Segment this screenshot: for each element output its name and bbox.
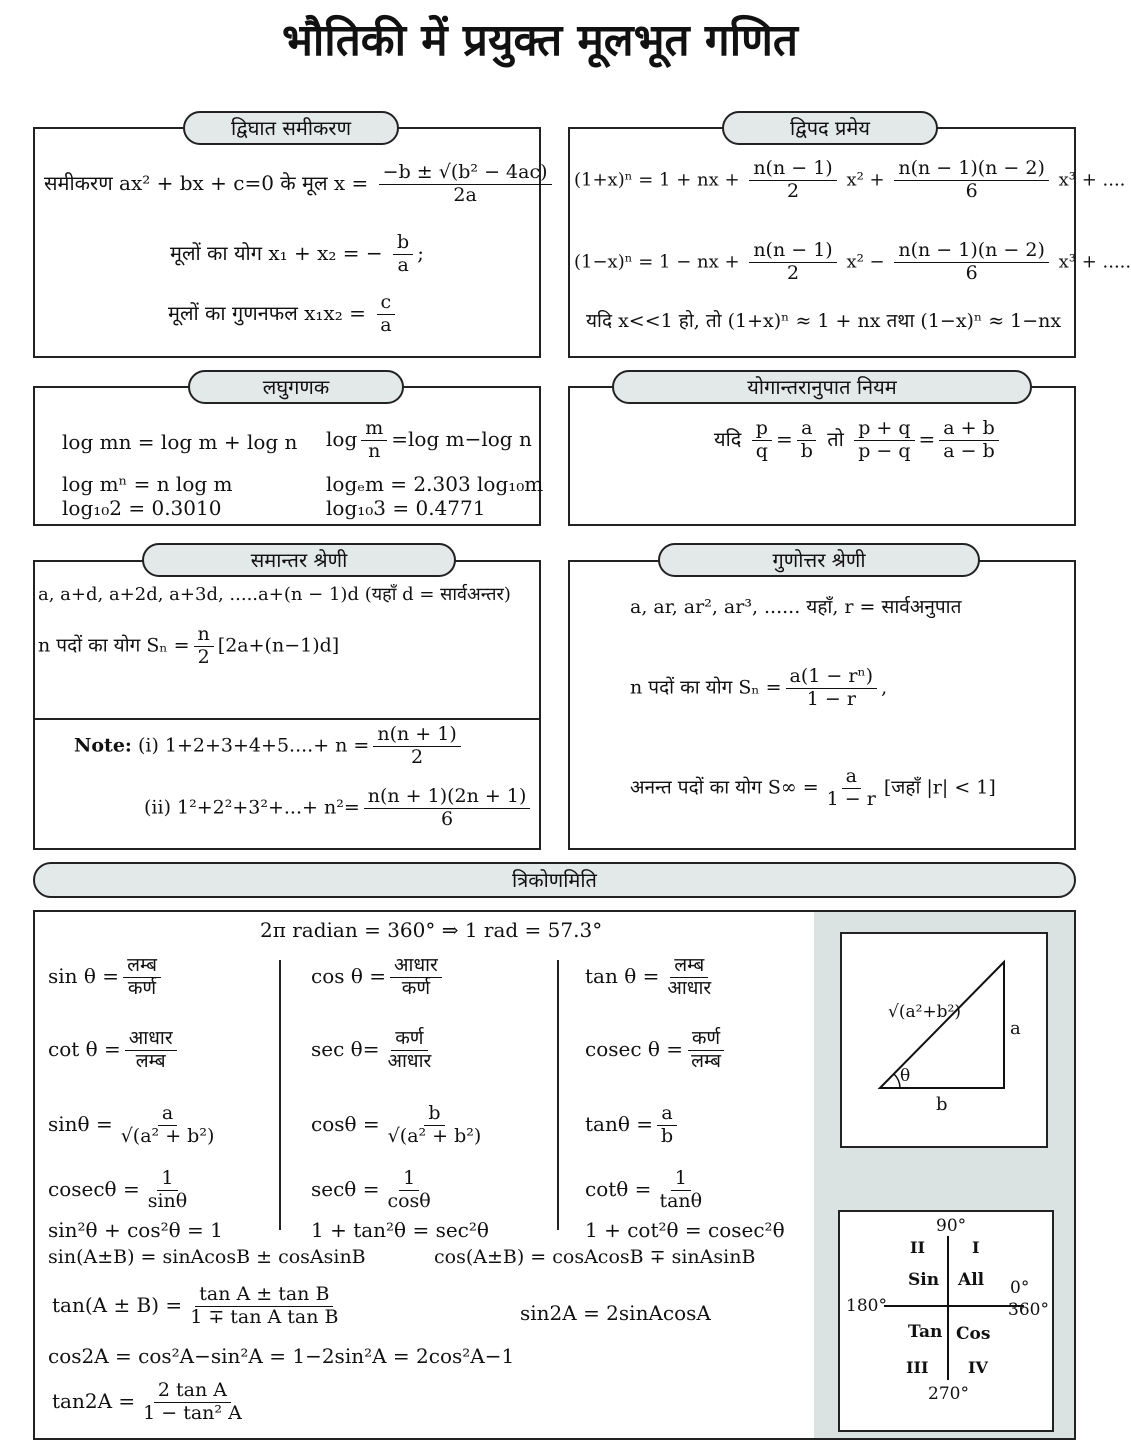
binomial-expansion-minus: (1−x)ⁿ = 1 − nx + $\frac{n(n - 1)}{2}$ x² − $\frac{n(n - 1)(n - 2)}{6}$ x³ + ..... [574, 239, 1131, 284]
log-value-2: log₁₀2 = 0.3010 [62, 496, 222, 520]
trig-identity-2: 1 + tan²θ = sec²θ [311, 1218, 489, 1242]
gp-header: गुणोत्तर श्रेणी [658, 543, 980, 577]
quadrant-180-label: 180° [846, 1296, 887, 1316]
quadrant-90-label: 90° [936, 1216, 967, 1236]
log-value-3: log₁₀3 = 0.4771 [326, 496, 486, 520]
quadrant-0-label: 0° [1010, 1278, 1030, 1298]
trig-radian: 2π radian = 360° ⇒ 1 rad = 57.3° [260, 918, 603, 942]
log-quotient-rule: log $\frac{m}{n}$ =log m−log n [326, 417, 532, 462]
gp-sum: n पदों का योग Sₙ = $\frac{\text{a(1 − rⁿ)}}{1 - r}$ , [630, 665, 888, 710]
log-header: लघुगणक [188, 370, 404, 404]
trig-column-divider-2 [557, 960, 559, 1230]
quadrant-I-label: I [972, 1238, 980, 1257]
quadratic-product-of-roots: मूलों का गुणनफल x₁x₂ = $\frac{c}{a}$ [168, 292, 400, 337]
trig-cos-ratio: cos θ = $\frac{\text{आधार}}{\text{कर्ण}}$ [311, 955, 446, 1000]
trig-tan-sum: tan(A ± B) = $\frac{\text{tan A ± tan B}}{\text{1 ∓ tan A tan B}}$ [52, 1283, 339, 1328]
note-sum-n: Note: (i) 1+2+3+4+5....+ n = $\frac{n(n + 1)}{2}$ [74, 724, 465, 769]
trig-tan-ab: tanθ = $\frac{a}{b}$ [585, 1103, 681, 1148]
quadrant-tan-label: Tan [908, 1322, 943, 1342]
componendo-rule: यदि $\frac{p}{q}$ = $\frac{a}{b}$ तो $\frac{p + q}{p - q}$ = $\frac{a + b}{a - b}$ [714, 418, 1003, 463]
quadrant-II-label: II [910, 1238, 925, 1257]
trig-column-divider-1 [279, 960, 281, 1230]
trig-sin2a: sin2A = 2sinAcosA [520, 1301, 711, 1325]
ap-note-divider [33, 718, 541, 720]
quadrant-cos-label: Cos [956, 1324, 991, 1344]
log-product-rule: log mn = log m + log n [62, 430, 298, 454]
quadratic-header: द्विघात समीकरण [183, 111, 399, 145]
trig-sin-ratio: sin θ = $\frac{\text{लम्ब}}{\text{कर्ण}}$ [48, 955, 165, 1000]
trig-cos-sum: cos(A±B) = cosAcosB ∓ sinAsinB [434, 1246, 756, 1268]
trig-identity-1: sin²θ + cos²θ = 1 [48, 1218, 223, 1242]
trig-cot-ratio: cot θ = $\frac{\text{आधार}}{\text{लम्ब}}$ [48, 1028, 181, 1073]
quadrant-III-label: III [906, 1358, 929, 1377]
trig-tan2a: tan2A = $\frac{\text{2 tan A}}{\text{1 − tan² A}}$ [52, 1379, 242, 1424]
binomial-expansion-plus: (1+x)ⁿ = 1 + nx + $\frac{n(n - 1)}{2}$ x² + $\frac{n(n - 1)(n - 2)}{6}$ x³ + .... [574, 157, 1126, 202]
trig-identity-3: 1 + cot²θ = cosec²θ [585, 1218, 785, 1242]
quadrant-diagram [838, 1210, 1054, 1432]
trig-sin-ab: sinθ = $\frac{a}{\text{√(a² + b²)}}$ [48, 1102, 215, 1147]
triangle-hypotenuse-label: √(a²+b²) [888, 1002, 961, 1022]
log-base-conversion: logₑm = 2.303 log₁₀m [326, 472, 544, 496]
quadrant-IV-label: IV [968, 1358, 988, 1377]
quadrant-270-label: 270° [928, 1384, 969, 1404]
trig-sec-ratio: sec θ= $\frac{\text{कर्ण}}{\text{आधार}}$ [311, 1027, 432, 1072]
trig-cosec-ratio: cosec θ = $\frac{\text{कर्ण}}{\text{लम्ब}}$ [585, 1028, 729, 1073]
triangle-base-b-label: b [936, 1094, 948, 1115]
gp-infinite-sum: अनन्त पदों का योग S∞ = $\frac{a}{1 - r}$ [जहाँ |r| < 1] [630, 765, 996, 810]
trig-header: त्रिकोणमिति [33, 862, 1076, 898]
gp-sequence: a, ar, ar², ar³, ...... यहाँ, r = सार्वअनुपात [630, 596, 962, 618]
triangle-side-a-label: a [1010, 1018, 1021, 1039]
page-title: भौतिकी में प्रयुक्त मूलभूत गणित [281, 15, 798, 66]
note-sum-n-squared: (ii) 1²+2²+3²+...+ n²= $\frac{n(n + 1)(2n + 1)}{6}$ [144, 786, 534, 831]
quadrant-sin-label: Sin [908, 1270, 940, 1290]
trig-cosec-reciprocal: cosecθ = $\frac{1}{\sin\theta}$ [48, 1167, 188, 1212]
trig-sin-sum: sin(A±B) = sinAcosB ± cosAsinB [48, 1246, 366, 1268]
trig-cos2a: cos2A = cos²A−sin²A = 1−2sin²A = 2cos²A−1 [48, 1344, 515, 1368]
log-power-rule: log mⁿ = n log m [62, 472, 233, 496]
componendo-header: योगान्तरानुपात नियम [612, 370, 1032, 404]
triangle-diagram [840, 932, 1048, 1148]
binomial-header: द्विपद प्रमेय [722, 111, 938, 145]
trig-tan-ratio: tan θ = $\frac{\text{लम्ब}}{\text{आधार}}$ [585, 954, 712, 999]
quadrant-all-label: All [958, 1270, 985, 1290]
ap-header: समान्तर श्रेणी [142, 543, 456, 577]
triangle-angle-label: θ [900, 1066, 911, 1086]
quadratic-root-formula: समीकरण ax² + bx + c=0 के मूल x = $\frac{\text{−b ± √(b² − 4ac)}}{2a}$ [44, 162, 556, 207]
ap-sequence: a, a+d, a+2d, a+3d, .....a+(n − 1)d (यहाँ d = सार्वअन्तर) [38, 584, 511, 605]
binomial-approximation: यदि x<<1 हो, तो (1+x)ⁿ ≈ 1 + nx तथा (1−x)ⁿ ≈ 1−nx [586, 310, 1062, 332]
quadrant-360-label: 360° [1008, 1300, 1049, 1320]
trig-cot-reciprocal: cotθ = $\frac{1}{\tan\theta}$ [585, 1167, 703, 1212]
trig-sec-reciprocal: secθ = $\frac{1}{\cos\theta}$ [311, 1167, 431, 1212]
ap-sum: n पदों का योग Sₙ = $\frac{n}{2}$ [2a+(n−1)d] [38, 623, 340, 668]
trig-cos-ab: cosθ = $\frac{b}{\text{√(a² + b²)}}$ [311, 1102, 482, 1147]
quadratic-sum-of-roots: मूलों का योग x₁ + x₂ = − $\frac{b}{a}$ ; [170, 231, 424, 276]
